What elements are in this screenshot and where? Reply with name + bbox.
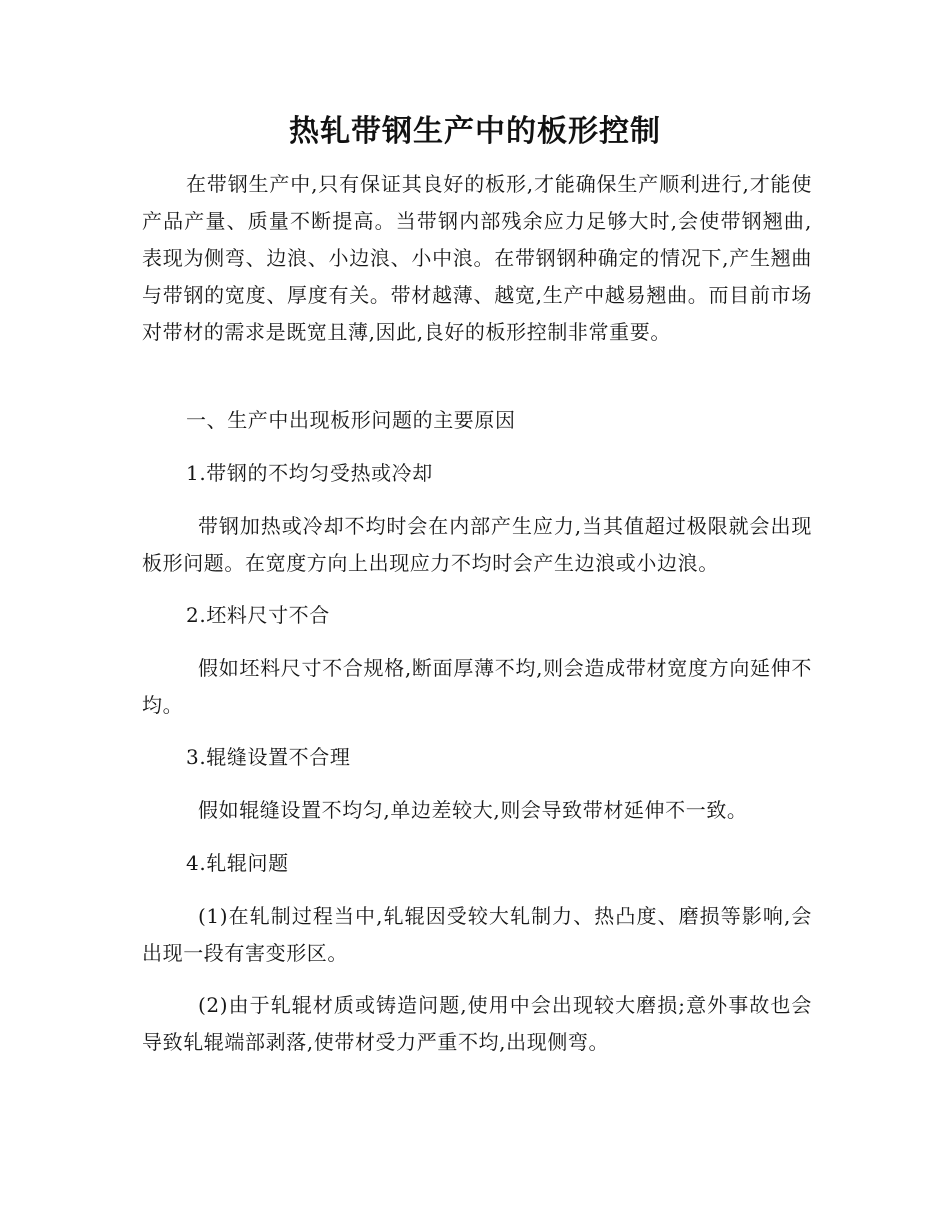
item-heading-roll-problems: 4.轧辊问题 [186, 851, 289, 875]
section-heading-causes: 一、生产中出现板形问题的主要原因 [186, 408, 516, 432]
document-title: 热轧带钢生产中的板形控制 [289, 114, 661, 149]
item-body-slab-size: 假如坯料尺寸不合规格,断面厚薄不均,则会造成带材宽度方向延伸不均。 [142, 656, 812, 717]
item-heading-uneven-heating: 1.带钢的不均匀受热或冷却 [186, 461, 433, 485]
item-body-roll-gap: 假如辊缝设置不均匀,单边差较大,则会导致带材延伸不一致。 [198, 798, 748, 822]
item-body-roll-deformation: (1)在轧制过程当中,轧辊因受较大轧制力、热凸度、磨损等影响,会出现一段有害变形区。 [142, 904, 812, 965]
item-heading-slab-size: 2.坯料尺寸不合 [186, 603, 330, 627]
item-heading-roll-gap: 3.辊缝设置不合理 [186, 745, 351, 769]
item-body-uneven-heating: 带钢加热或冷却不均时会在内部产生应力,当其值超过极限就会出现板形问题。在宽度方向上出现应力不均时会产生边浪或小边浪。 [142, 514, 812, 575]
intro-paragraph: 在带钢生产中,只有保证其良好的板形,才能确保生产顺利进行,才能使产品产量、质量不断提高。当带钢内部残余应力足够大时,会使带钢翘曲,表现为侧弯、边浪、小边浪、小中浪。在带钢钢种确定的情况下,产生翘曲与带钢的宽度、厚度有关。带材越薄、越宽,生产中越易翘曲。而目前市场对带材的需求是既宽且薄,因此,良好的板形控制非常重要。 [142, 172, 812, 344]
item-body-roll-wear: (2)由于轧辊材质或铸造问题,使用中会出现较大磨损;意外事故也会导致轧辊端部剥落,使带材受力严重不均,出现侧弯。 [142, 993, 812, 1054]
